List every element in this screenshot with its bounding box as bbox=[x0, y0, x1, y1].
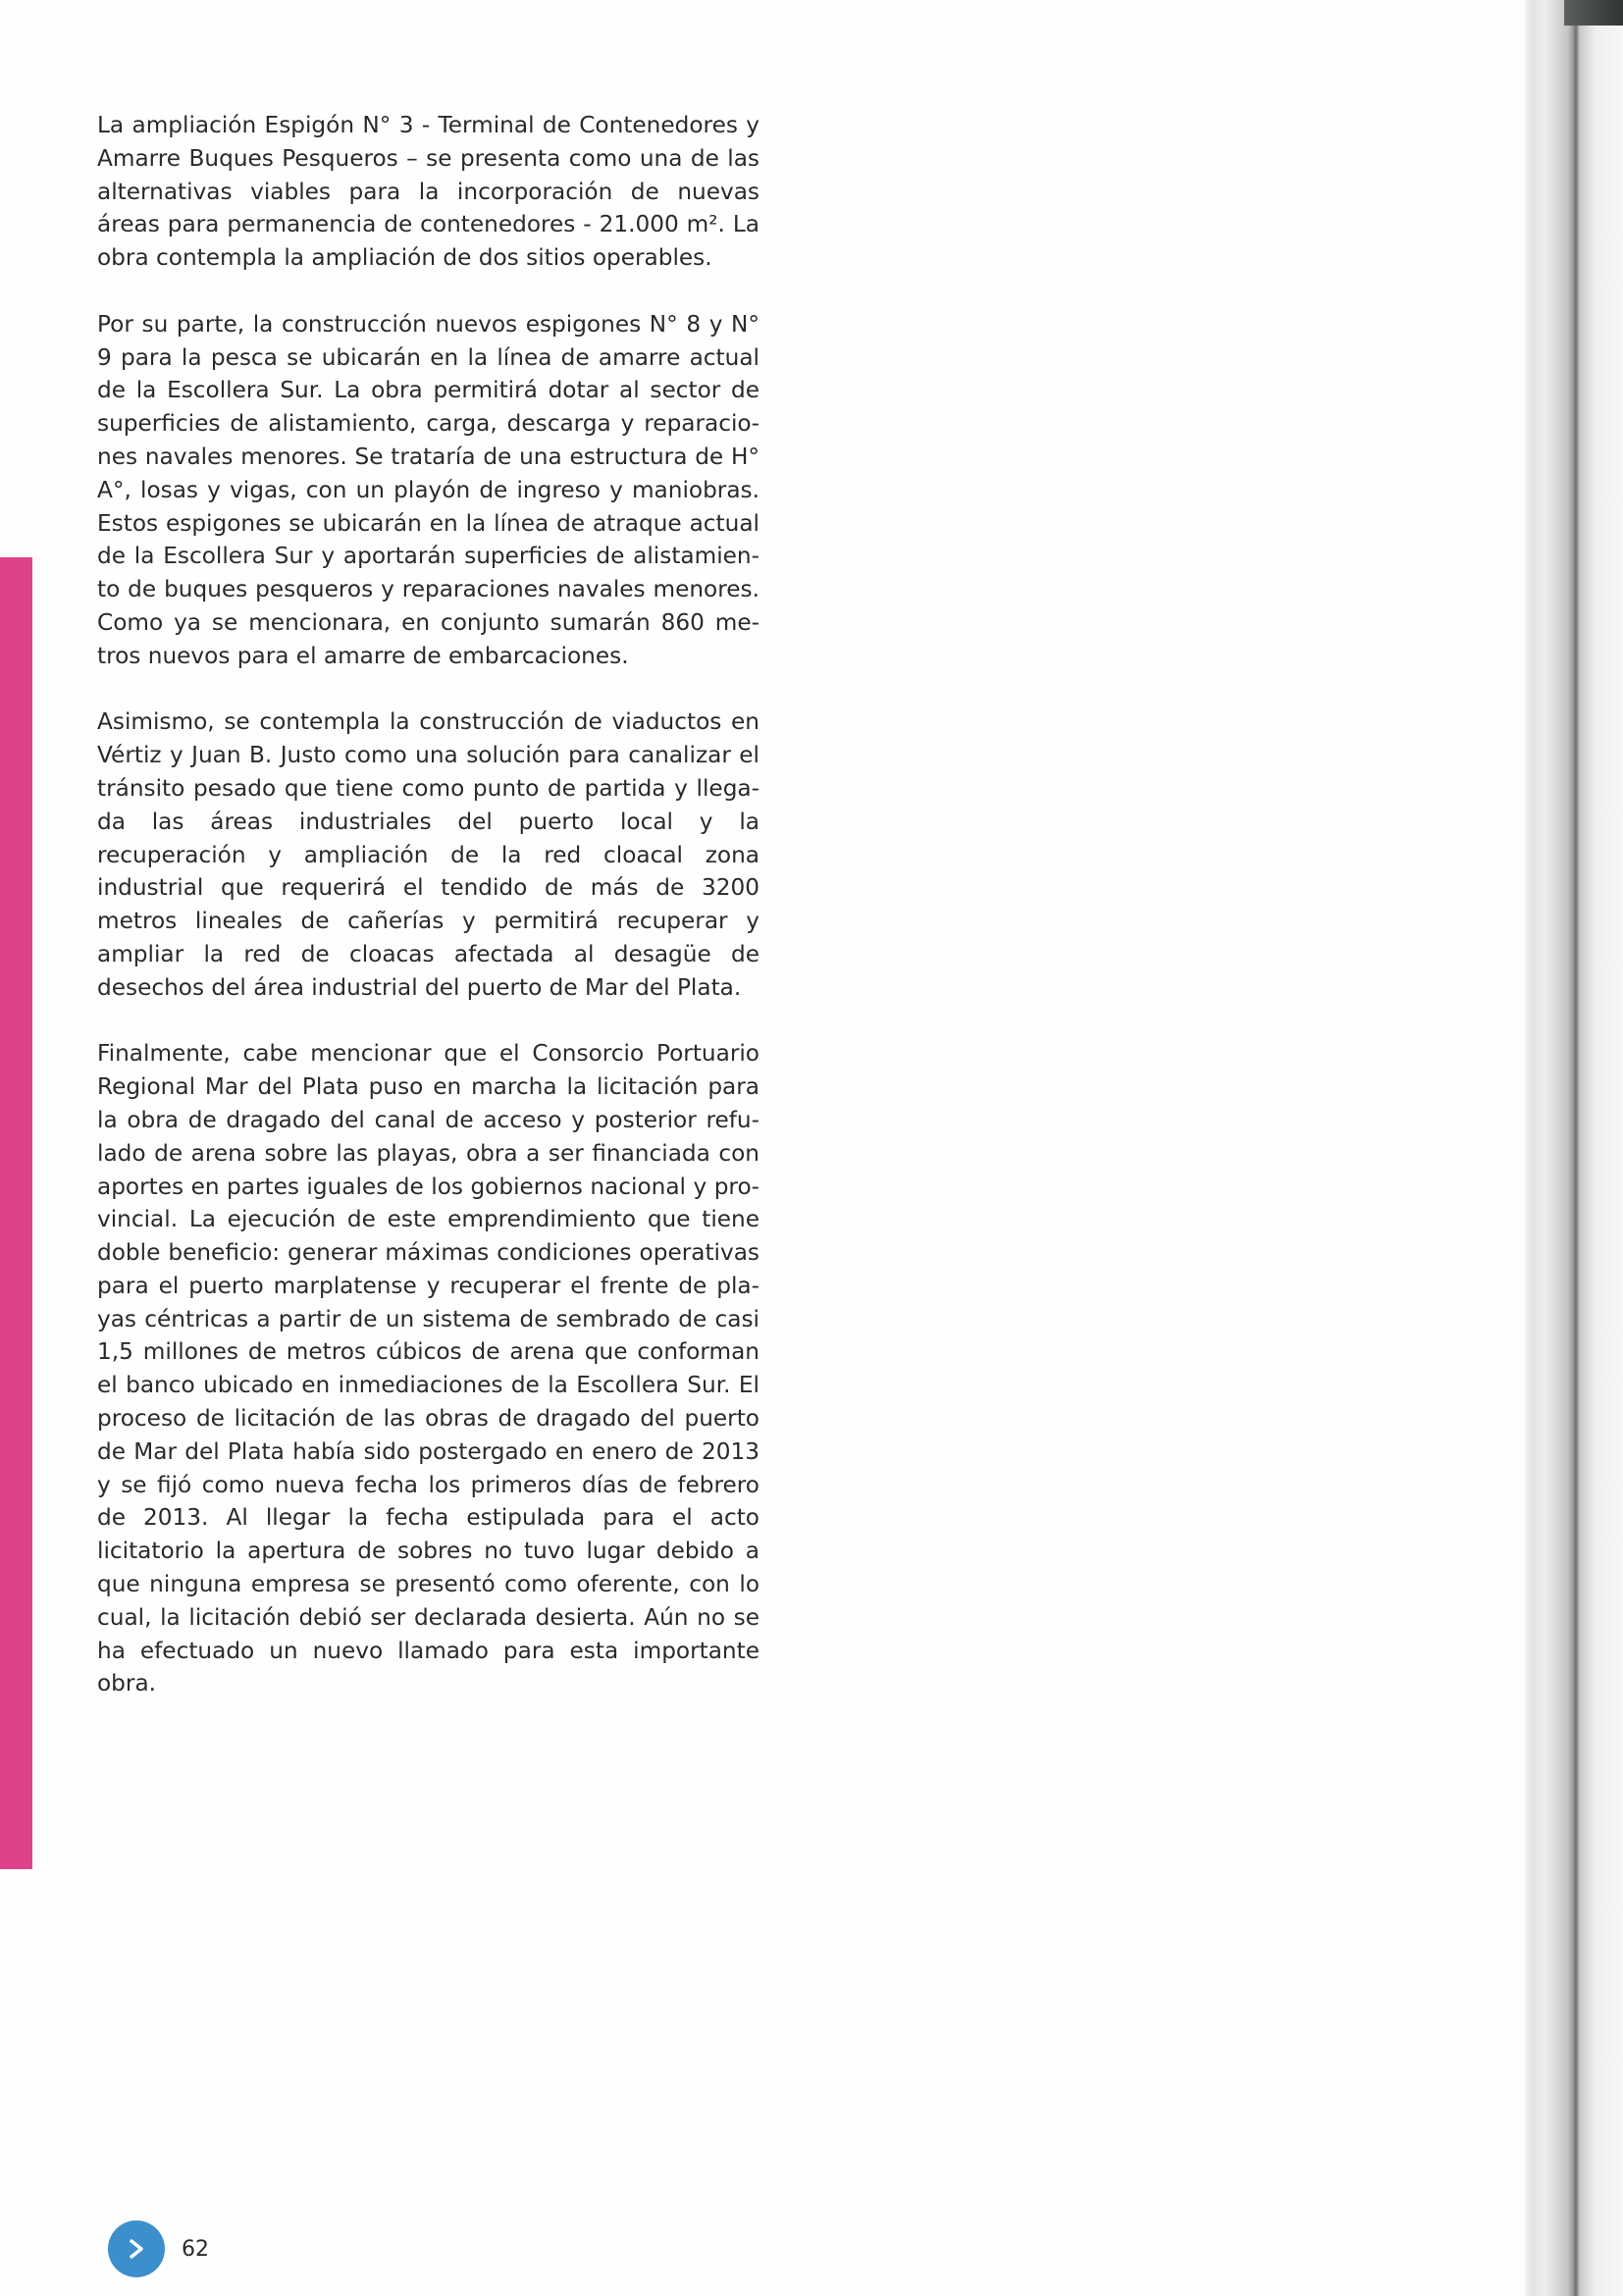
body-text bbox=[97, 109, 759, 1734]
paragraph: Por su parte, la construcción nuevos espigones N° 8 y N° 9 para la pesca se ubicarán en la línea de amarre actual de la Escollera Sur. La obra permitirá dotar al sector de superficies de alistamiento, carga, descarga y reparaciones navales menores. Se trataría de una estructura de H° A°, losas y vigas, con un playón de ingreso y maniobras. Estos espigones se ubicarán en la línea de atraque actual de la Escollera Sur y aportarán superficies de alistamiento de buques pesqueros y reparaciones navales menores. Como ya se mencionara, en conjunto sumarán 860 metros nuevos para el amarre de embarcaciones. bbox=[97, 310, 759, 669]
accent-bar bbox=[0, 557, 32, 1869]
book-gutter-edge bbox=[1564, 0, 1623, 26]
chevron-right-icon bbox=[124, 2236, 149, 2262]
book-gutter bbox=[1525, 0, 1623, 2296]
page-number: 62 bbox=[182, 2236, 209, 2262]
paragraph: La ampliación Espigón N° 3 - Terminal de Contenedores y Amarre Buques Pesqueros – se presenta como una de las alternativas viables para la incorporación de nuevas áreas para permanencia de contenedores - 21.000 m². La obra contempla la ampliación de dos sitios operables. bbox=[97, 112, 759, 272]
page-marker bbox=[108, 2220, 165, 2277]
paragraph: Finalmente, cabe mencionar que el Consorcio Portuario Regional Mar del Plata puso en marcha la licitación para la obra de dragado del canal de acceso y posterior refulado de arena sobre las playas, obra a ser financiada con aportes en partes iguales de los gobiernos nacional y provincial. La ejecución de este emprendimiento que tiene doble beneficio: generar máximas condiciones operativas para el puerto marplatense y recuperar el frente de playas céntricas a partir de un sistema de sembrado de casi 1,5 millones de metros cúbicos de arena que conforman el banco ubicado en inmediaciones de la Escollera Sur. El proceso de licitación de las obras de dragado del puerto de Mar del Plata había sido postergado en enero de 2013 y se fijó como nueva fecha los primeros días de febrero de 2013. Al llegar la fecha estipulada para el acto licitatorio la apertura de sobres no tuvo lugar debido a que ninguna empresa se presentó como oferente, con lo cual, la licitación debió ser declarada desierta. Aún no se ha efectuado un nuevo llamado para esta importante obra. bbox=[97, 1040, 759, 1697]
paragraph: Asimismo, se contempla la construcción de viaductos en Vértiz y Juan B. Justo como una solución para canalizar el tránsito pesado que tiene como punto de partida y llegada las áreas industriales del puerto local y la recuperación y ampliación de la red cloacal zona industrial que requerirá el tendido de más de 3200 metros lineales de cañerías y permitirá recuperar y ampliar la red de cloacas afectada al desagüe de desechos del área industrial del puerto de Mar del Plata. bbox=[97, 708, 759, 1001]
page-footer bbox=[108, 2220, 209, 2277]
